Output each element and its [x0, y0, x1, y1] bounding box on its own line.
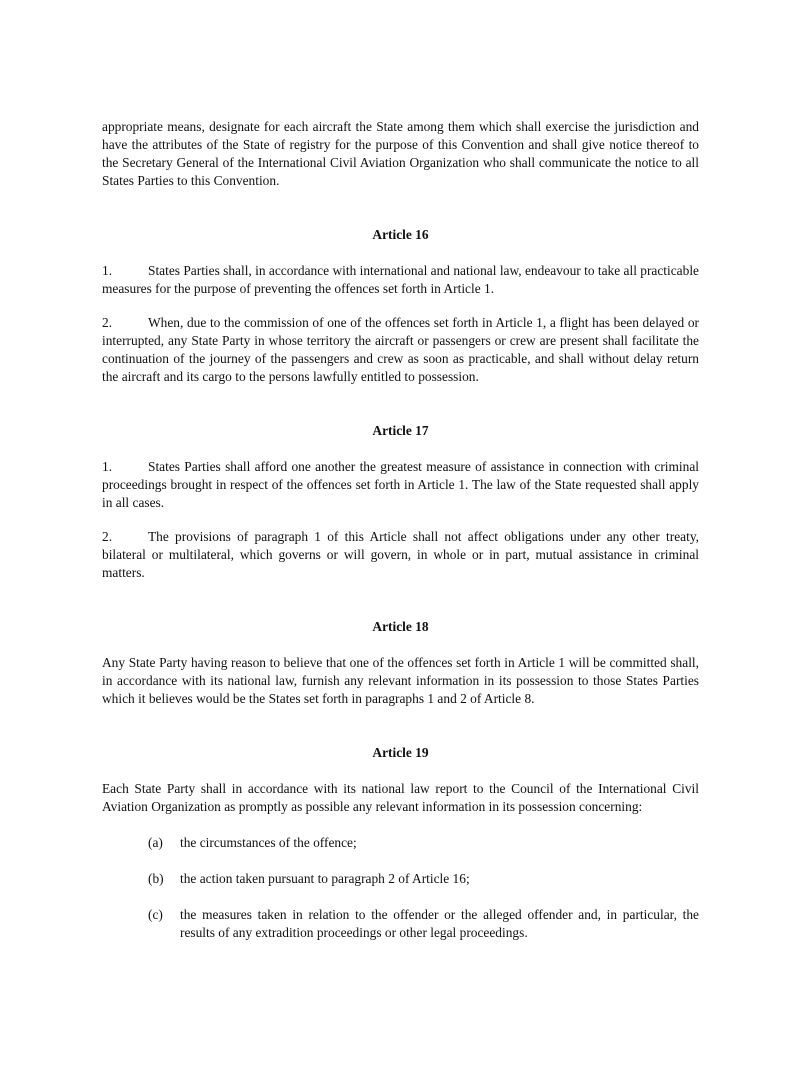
paragraph-number: 2. — [102, 529, 113, 544]
article-18-heading: Article 18 — [372, 619, 429, 634]
list-item — [102, 834, 699, 852]
paragraph-number: 2. — [102, 315, 113, 330]
article-19-list — [102, 834, 699, 942]
list-item-label: (a) — [148, 835, 163, 850]
article-19-paragraph: Each State Party shall in accordance with its national law report to the Council of the International Civil Aviation Organization as promptly as possible any relevant information in its possession concerning: — [102, 781, 699, 814]
intro-paragraph: appropriate means, designate for each aircraft the State among them which shall exercise the jurisdiction and have the attributes of the State of registry for the purpose of this Convention and shall give notice thereof to the Secretary General of the International Civil Aviation Organization who shall communicate the notice to all States Parties to this Convention. — [102, 119, 699, 188]
list-item — [102, 870, 699, 888]
article-17-paragraph-2 — [102, 528, 699, 582]
paragraph-text: When, due to the commission of one of the offences set forth in Article 1, a flight has been delayed or interrupted, any State Party in whose territory the aircraft or passengers or crew are present shall facilitate the continuation of the journey of the passengers and crew as soon as practicable, and shall without delay return the aircraft and its cargo to the persons lawfully entitled to possession. — [102, 315, 699, 384]
paragraph-text: States Parties shall afford one another the greatest measure of assistance in connection with criminal proceedings brought in respect of the offences set forth in Article 1. The law of the State requested shall apply in all cases. — [102, 459, 699, 510]
article-16-paragraph-1 — [102, 262, 699, 298]
paragraph-number: 1. — [102, 459, 113, 474]
list-item-label: (b) — [148, 871, 164, 886]
list-item — [102, 906, 699, 942]
paragraph-number: 1. — [102, 263, 113, 278]
article-16-paragraph-2 — [102, 314, 699, 386]
article-18-paragraph: Any State Party having reason to believe that one of the offences set forth in Article 1 will be committed shall, in accordance with its national law, furnish any relevant information in its possession to those States Parties which it believes would be the States set forth in paragraphs 1 and 2 of Article 8. — [102, 655, 699, 706]
list-item-text: the circumstances of the offence; — [180, 835, 357, 850]
list-item-label: (c) — [148, 907, 163, 922]
paragraph-text: States Parties shall, in accordance with international and national law, endeavour to take all practicable measures for the purpose of preventing the offences set forth in Article 1. — [102, 263, 699, 296]
article-19-heading: Article 19 — [372, 745, 429, 760]
paragraph-text: The provisions of paragraph 1 of this Article shall not affect obligations under any other treaty, bilateral or multilateral, which governs or will govern, in whole or in part, mutual assistance in criminal matters. — [102, 529, 699, 580]
list-item-text: the measures taken in relation to the offender or the alleged offender and, in particular, the results of any extradition proceedings or other legal proceedings. — [180, 907, 699, 940]
article-17-heading: Article 17 — [372, 423, 429, 438]
list-item-text: the action taken pursuant to paragraph 2 of Article 16; — [180, 871, 470, 886]
article-17-paragraph-1 — [102, 458, 699, 512]
article-16-heading: Article 16 — [372, 227, 429, 242]
document-page — [102, 118, 699, 942]
